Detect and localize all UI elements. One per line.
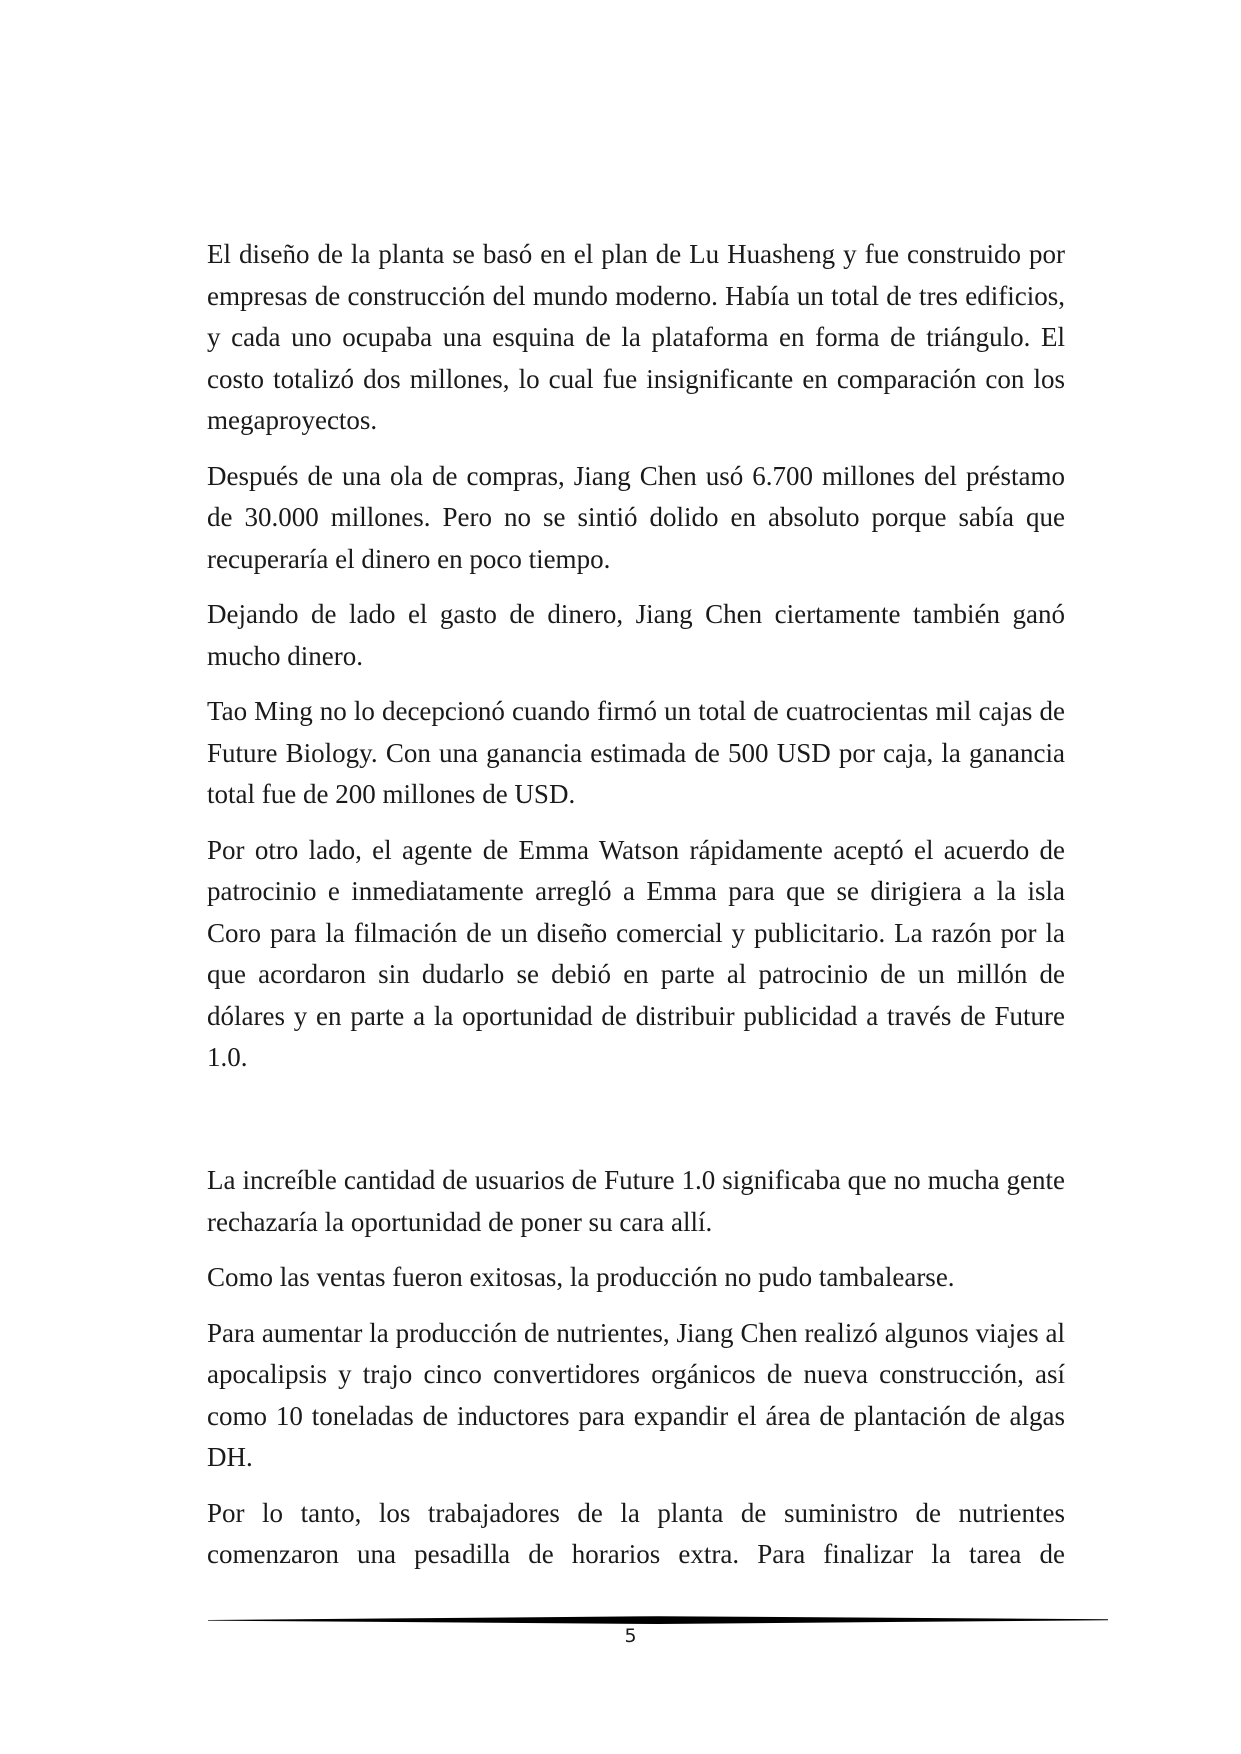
- page-number: 5: [624, 1625, 637, 1647]
- paragraph-6: La increíble cantidad de usuarios de Future 1.0 significaba que no mucha gente rechazaría la oportunidad de poner su cara allí.: [207, 1165, 1065, 1237]
- paragraph-9: Por lo tanto, los trabajadores de la planta de suministro de nutrientes comenzaron una pesadilla de horarios extra. Para finalizar la tarea de: [207, 1497, 1065, 1569]
- paragraph-8: Para aumentar la producción de nutrientes, Jiang Chen realizó algunos viajes al apocalipsis y trajo cinco convertidores orgánicos de nueva construcción, así como 10 toneladas de inductores para expandir el área de plantación de algas DH.: [207, 1317, 1065, 1472]
- paragraph-5: Por otro lado, el agente de Emma Watson rápidamente aceptó el acuerdo de patrocinio e inmediatamente arregló a Emma para que se dirigiera a la isla Coro para la filmación de un diseño comercial y publicitario. La razón por la que acordaron sin dudarlo se debió en parte al patrocinio de un millón de dólares y en parte a la oportunidad de distribuir publicidad a través de Future 1.0.: [207, 834, 1065, 1072]
- paragraph-4: Tao Ming no lo decepcionó cuando firmó un total de cuatrocientas mil cajas de Future Biology. Con una ganancia estimada de 500 USD por caja, la ganancia total fue de 200 millones de USD.: [207, 696, 1065, 809]
- body-text-section-1: [207, 234, 1065, 1093]
- paragraph-1: El diseño de la planta se basó en el plan de Lu Huasheng y fue construido por empresas de construcción del mundo moderno. Había un total de tres edificios, y cada uno ocupaba una esquina de la plataforma en forma de triángulo. El costo totalizó dos millones, lo cual fue insignificante en comparación con los megaproyectos.: [207, 239, 1065, 435]
- paragraph-7: Como las ventas fueron exitosas, la producción no pudo tambalearse.: [207, 1262, 955, 1292]
- paragraph-2: Después de una ola de compras, Jiang Chen usó 6.700 millones del préstamo de 30.000 millones. Pero no se sintió dolido en absoluto porque sabía que recuperaría el dinero en poco tiempo.: [207, 460, 1065, 574]
- paragraph-3: Dejando de lado el gasto de dinero, Jiang Chen ciertamente también ganó mucho dinero.: [207, 599, 1065, 671]
- body-text-section-2: [207, 1160, 1065, 1590]
